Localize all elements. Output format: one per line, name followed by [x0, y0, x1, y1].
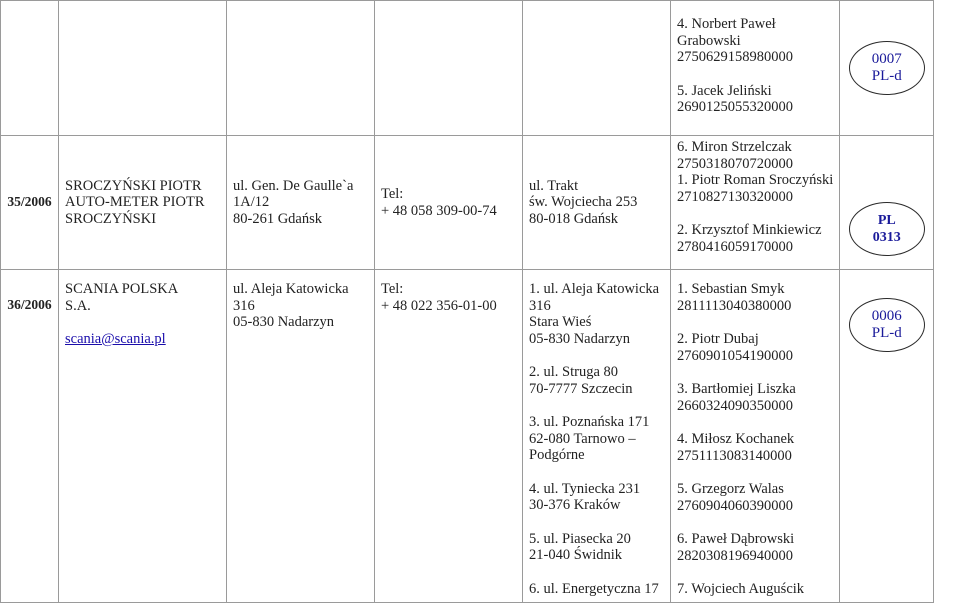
person-entry: 4. Miłosz Kochanek 2751113083140000: [677, 431, 795, 464]
entry-number: 36/2006: [7, 297, 52, 312]
entry-number: 35/2006: [7, 194, 52, 210]
cell-nr: [1, 1, 59, 136]
cell-code: [840, 270, 934, 603]
cell-address: ul. Gen. De Gaulle`a 1A/12 80-261 Gdańsk: [227, 136, 375, 270]
person-entry: [677, 83, 833, 116]
place-entry: 1. ul. Aleja Katowicka 316 Stara Wieś 05-830 Nadarzyn: [529, 281, 660, 347]
cell-place: [523, 270, 671, 603]
place-entry: 6. ul. Energetyczna 17: [529, 580, 659, 597]
person-entry: [677, 16, 833, 66]
person-entry: 2. Krzysztof Minkiewicz 2780416059170000: [677, 222, 822, 255]
cell-address: ul. Aleja Katowicka 316 05-830 Nadarzyn: [227, 270, 375, 603]
person-id: 2750629158980000: [677, 49, 793, 65]
table-row: [1, 136, 934, 270]
cell-persons: [671, 1, 840, 136]
place-entry: 2. ul. Struga 80 70-7777 Szczecin: [529, 364, 633, 397]
place-entry: 4. ul. Tyniecka 231 30-376 Kraków: [529, 480, 641, 513]
cell-tel: Tel: + 48 022 356-01-00: [375, 270, 523, 603]
cell-company: SCANIA POLSKA S.A. scania@scania.pl: [59, 270, 227, 603]
cell-code: [840, 1, 934, 136]
person-entry: 1. Sebastian Smyk 2811113040380000: [677, 281, 792, 314]
person-entry: 6. Miron Strzelczak 2750318070720000: [677, 139, 793, 172]
person-entry: 7. Wojciech Auguścik: [677, 581, 805, 597]
person-id: 2690125055320000: [677, 99, 793, 115]
person-name: 4. Norbert Paweł Grabowski: [677, 16, 776, 49]
person-entry: 2. Piotr Dubaj 2760901054190000: [677, 331, 793, 364]
cell-place: [523, 1, 671, 136]
person-entry: 5. Grzegorz Walas 2760904060390000: [677, 481, 793, 514]
person-entry: 6. Paweł Dąbrowski 2820308196940000: [677, 531, 795, 564]
email-link[interactable]: scania@scania.pl: [65, 331, 166, 347]
cell-company: SROCZYŃSKI PIOTR AUTO-METER PIOTR SROCZYŃSKI: [59, 136, 227, 270]
person-entry: 3. Bartłomiej Liszka 2660324090350000: [677, 381, 796, 414]
cell-tel: Tel: + 48 058 309-00-74: [375, 136, 523, 270]
cell-code: [840, 136, 934, 270]
cell-nr: [1, 270, 59, 603]
place-entry: 3. ul. Poznańska 171 62-080 Tarnowo – Podgórne: [529, 414, 650, 463]
table-row: [1, 1, 934, 136]
place-entry: 5. ul. Piasecka 20 21-040 Świdnik: [529, 530, 631, 563]
cell-nr: [1, 136, 59, 270]
table-row: [1, 270, 934, 603]
person-entry: 1. Piotr Roman Sroczyński 2710827130320000: [677, 172, 834, 205]
cell-persons: [671, 270, 840, 603]
cell-address: [227, 1, 375, 136]
code-stamp: 0007 PL-d: [849, 41, 925, 95]
cell-tel: [375, 1, 523, 136]
code-stamp: PL 0313: [849, 202, 925, 256]
cell-company: [59, 1, 227, 136]
person-name: 5. Jacek Jeliński: [677, 82, 772, 99]
code-stamp: 0006 PL-d: [849, 298, 925, 352]
cell-persons: [671, 136, 840, 270]
cell-place: ul. Trakt św. Wojciecha 253 80-018 Gdańsk: [523, 136, 671, 270]
